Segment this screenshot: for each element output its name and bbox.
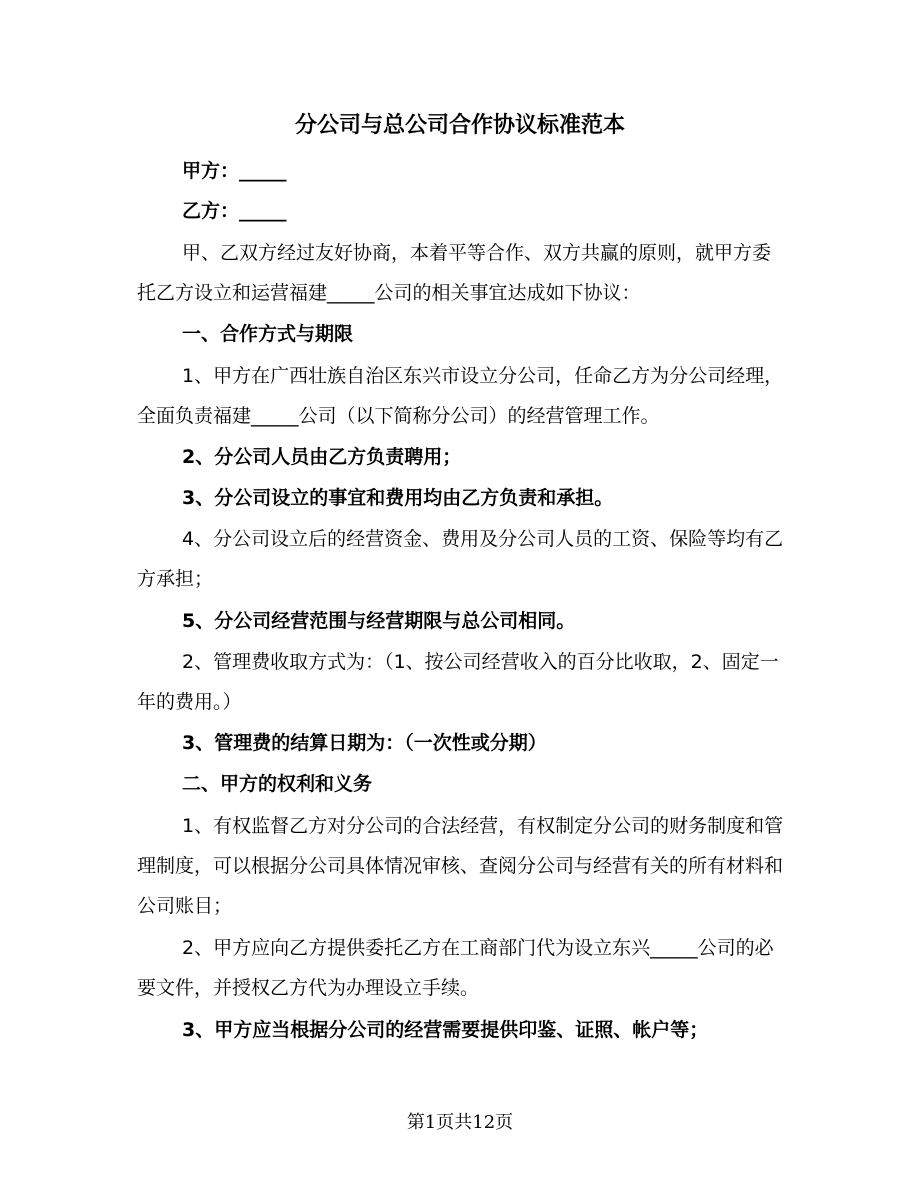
clause-2-3: 3、甲方应当根据分公司的经营需要提供印鉴、证照、帐户等； (182, 1019, 709, 1041)
page-number-footer: 第1页共12页 (406, 1112, 514, 1133)
clause-2-1: 1、有权监督乙方对分公司的合法经营，有权制定分公司的财务制度和管理制度，可以根据分公司具体情况审核、查阅分公司与经营有关的所有材料和公司账目； (137, 815, 784, 917)
fee-settlement-clause: 3、管理费的结算日期为：（一次性或分期） (182, 732, 547, 754)
document-title: 分公司与总公司合作协议标准范本 (294, 113, 625, 138)
preamble-paragraph: 甲、乙双方经过友好协商，本着平等合作、双方共赢的原则，就甲方委托乙方设立和运营福建_____公司的相关事宜达成如下协议： (137, 242, 772, 304)
clause-1-1: 1、甲方在广西壮族自治区东兴市设立分公司，任命乙方为分公司经理，全面负责福建_____公司（以下简称分公司）的经营管理工作。 (137, 365, 784, 427)
party-b-line: 乙方：_____ (182, 200, 287, 222)
fee-collection-clause: 2、管理费收取方式为：（1、按公司经营收入的百分比收取，2、固定一年的费用。） (137, 651, 779, 713)
clause-1-5: 5、分公司经营范围与经营期限与总公司相同。 (182, 610, 576, 632)
party-a-line: 甲方：_____ (182, 160, 287, 182)
section-heading-1: 一、合作方式与期限 (182, 323, 354, 345)
clause-1-4: 4、分公司设立后的经营资金、费用及分公司人员的工资、保险等均有乙方承担； (137, 528, 784, 590)
clause-2-2: 2、甲方应向乙方提供委托乙方在工商部门代为设立东兴_____公司的必要文件，并授权乙方代为办理设立手续。 (137, 937, 774, 999)
section-heading-2: 二、甲方的权利和义务 (182, 773, 373, 795)
clause-1-3: 3、分公司设立的事宜和费用均由乙方负责和承担。 (182, 487, 614, 509)
clause-1-2: 2、分公司人员由乙方负责聘用； (182, 446, 462, 468)
